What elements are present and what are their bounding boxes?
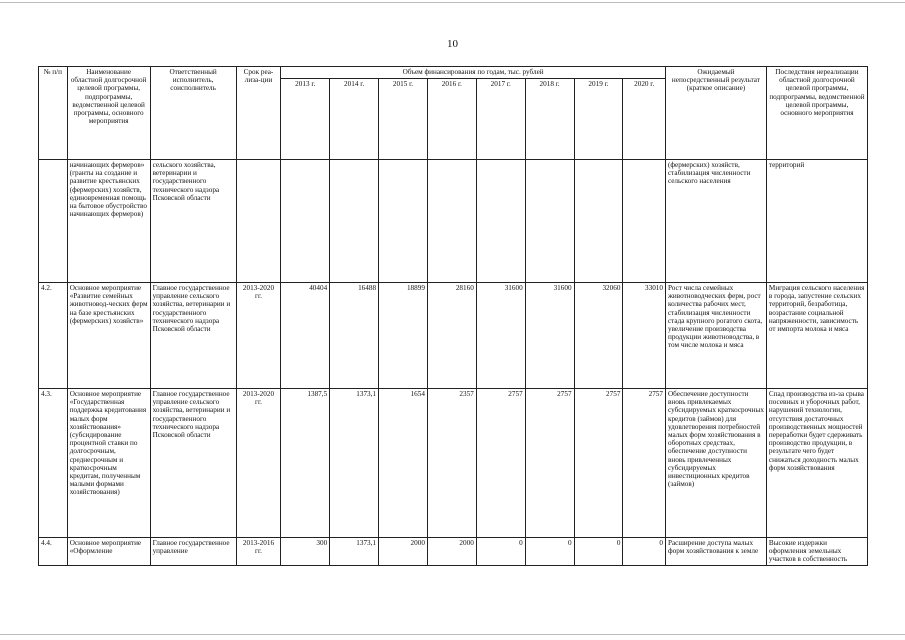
cell-value xyxy=(574,160,623,283)
cell-term xyxy=(236,160,281,283)
cell-term: 2013-2016 гг. xyxy=(236,538,281,566)
cell-value xyxy=(623,160,666,283)
cell-value: 2757 xyxy=(623,389,666,538)
cell-value: 18899 xyxy=(379,283,428,389)
table-row xyxy=(39,283,868,389)
cell-responsible: Главное государственное управление xyxy=(150,538,236,566)
header-year: 2013 г. xyxy=(281,79,330,160)
table-row xyxy=(39,160,868,283)
header-responsible: Ответственный исполнитель, соисполнитель xyxy=(150,67,236,160)
cell-responsible: сельского хозяйства, ветеринарии и государственного технического надзора Псковской области xyxy=(150,160,236,283)
cell-term: 2013-2020 гг. xyxy=(236,389,281,538)
cell-value: 40404 xyxy=(281,283,330,389)
cell-value: 0 xyxy=(574,538,623,566)
cell-no xyxy=(39,160,68,283)
cell-value: 2357 xyxy=(427,389,476,538)
header-year: 2016 г. xyxy=(427,79,476,160)
cell-no: 4.2. xyxy=(39,283,68,389)
cell-value: 31600 xyxy=(525,283,574,389)
cell-value: 0 xyxy=(623,538,666,566)
cell-value: 1373,1 xyxy=(330,389,379,538)
header-name: Наименование областной долгосрочной целевой программы, подпрограммы, ведомственной целевой программы, основного мероприятия xyxy=(67,67,150,160)
cell-responsible: Главное государственное управление сельского хозяйства, ветеринарии и государственного технического надзора Псковской области xyxy=(150,283,236,389)
header-year: 2017 г. xyxy=(476,79,525,160)
cell-consequences: Спад производства из-за срыва посевных и уборочных работ, нарушений технологии, отсутствия достаточных производственных мощностей переработки будет сдерживать производство продукции, в результате чего будет снижаться доходность малых форм хозяйствования xyxy=(766,389,867,538)
cell-value: 2757 xyxy=(574,389,623,538)
cell-consequences: Миграция сельского населения в города, запустение сельских территорий, безработица, возрастание социальной напряженности, зависимость от импорта молока и мяса xyxy=(766,283,867,389)
cell-value: 0 xyxy=(476,538,525,566)
cell-value: 31600 xyxy=(476,283,525,389)
cell-value: 2757 xyxy=(476,389,525,538)
cell-value xyxy=(476,160,525,283)
cell-value xyxy=(330,160,379,283)
table-row xyxy=(39,389,868,538)
table-row xyxy=(39,538,868,566)
header-row xyxy=(39,67,868,79)
header-year: 2015 г. xyxy=(379,79,428,160)
cell-value: 1654 xyxy=(379,389,428,538)
cell-value: 0 xyxy=(525,538,574,566)
cell-result: Рост числа семейных животноводческих ферм, рост количества рабочих мест, стабилизация численности стада крупного рогатого скота, увеличение производства продукции животноводства, в том числе молока и мяса xyxy=(665,283,766,389)
cell-name: начинающих фермеров» (гранты на создание и развитие крестьянских (фермерских) хозяйств, единовременная помощь на бытовое обустройство начинающих фермеров) xyxy=(67,160,150,283)
cell-consequences: территорий xyxy=(766,160,867,283)
cell-term: 2013-2020 гг. xyxy=(236,283,281,389)
header-year: 2019 г. xyxy=(574,79,623,160)
header-consequences: Последствия нереализации областной долгосрочной целевой программы, подпрограммы, ведомственной целевой программы, основного мероприятия xyxy=(766,67,867,160)
cell-name: Основное мероприятие «Развитие семейных животновод-ческих ферм на базе крестьянских (фермерских) хозяйств» xyxy=(67,283,150,389)
scan-artifact-top xyxy=(0,2,905,3)
cell-name: Основное мероприятие «Оформление xyxy=(67,538,150,566)
header-no: № п/п xyxy=(39,67,68,160)
cell-responsible: Главное государственное управление сельского хозяйства, ветеринарии и государственного технического надзора Псковской области xyxy=(150,389,236,538)
cell-value: 2757 xyxy=(525,389,574,538)
cell-value: 2000 xyxy=(379,538,428,566)
cell-value: 1373,1 xyxy=(330,538,379,566)
cell-no: 4.4. xyxy=(39,538,68,566)
cell-value: 32060 xyxy=(574,283,623,389)
cell-value: 28160 xyxy=(427,283,476,389)
cell-name: Основное мероприятие «Государственная поддержка кредитования малых форм хозяйствования» (субсидирование процентной ставки по долгосрочным, среднесрочным и краткосрочным кредитам, полученным малыми формами хозяйствования) xyxy=(67,389,150,538)
header-term: Срок реа-лиза-ции xyxy=(236,67,281,160)
cell-value xyxy=(379,160,428,283)
cell-value: 2000 xyxy=(427,538,476,566)
cell-value: 1387,5 xyxy=(281,389,330,538)
header-year: 2018 г. xyxy=(525,79,574,160)
scan-artifact-bottom xyxy=(0,634,905,635)
cell-value xyxy=(281,160,330,283)
cell-result: Расширение доступа малых форм хозяйствования к земле xyxy=(665,538,766,566)
cell-value: 16488 xyxy=(330,283,379,389)
cell-result: Обеспечение доступности вновь привлекаемых субсидируемых краткосрочных кредитов (займов) для удовлетворения потребностей малых форм хозяйствования в оборотных средствах, обеспечение доступности вновь привлеченных субсидируемых инвестиционных кредитов (займов) xyxy=(665,389,766,538)
cell-value xyxy=(525,160,574,283)
cell-value xyxy=(427,160,476,283)
header-funding: Объем финансирования по годам, тыс. рублей xyxy=(281,67,666,79)
cell-result: (фермерских) хозяйств, стабилизация численности сельского населения xyxy=(665,160,766,283)
header-year: 2020 г. xyxy=(623,79,666,160)
cell-no: 4.3. xyxy=(39,389,68,538)
cell-value: 300 xyxy=(281,538,330,566)
cell-consequences: Высокие издержки оформления земельных участков в собственность xyxy=(766,538,867,566)
funding-table xyxy=(38,66,868,566)
page-number: 10 xyxy=(447,38,458,50)
cell-value: 33010 xyxy=(623,283,666,389)
header-result: Ожидаемый непосредственный результат (краткое описание) xyxy=(665,67,766,160)
header-year: 2014 г. xyxy=(330,79,379,160)
